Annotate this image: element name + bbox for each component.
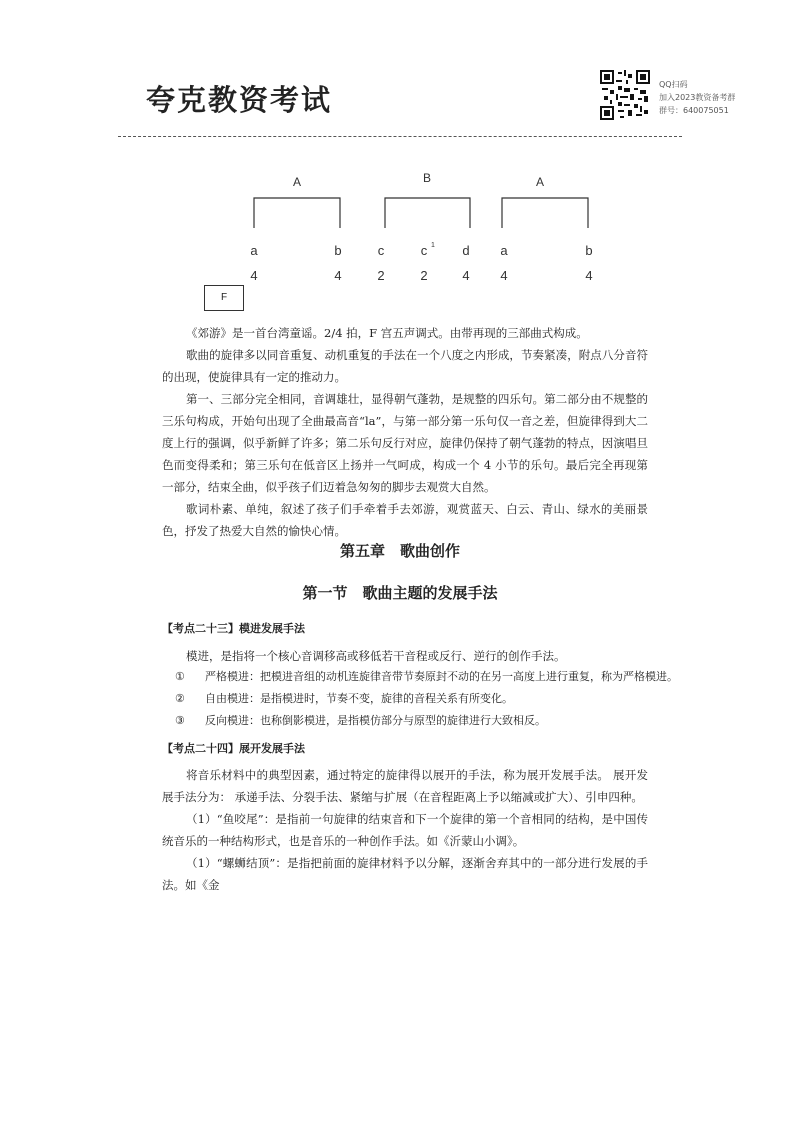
- analysis-paragraph: 歌曲的旋律多以同音重复、动机重复的手法在一个八度之内形成，节奏紧凑，附点八分音符的出现，使旋律具有一定的推动力。: [162, 348, 648, 384]
- list-item-text: 自由模进：是指模进时，节奏不变，旋律的音程关系有所变化。: [205, 692, 513, 705]
- keypoint-intro-text: 模进，是指将一个核心音调移高或移低若干音程或反行、逆行的创作手法。: [186, 649, 566, 663]
- key-box: F: [204, 285, 244, 311]
- list-item: [175, 710, 546, 732]
- phrase-label: c: [377, 243, 385, 258]
- song-form-diagram: [0, 160, 800, 320]
- keypoint-intro-text: 将音乐材料中的典型因素，通过特定的旋律得以展开的手法，称为展开发展手法。 展开发展手法分为： 承递手法、分裂手法、紧缩与扩展（在音程距离上予以缩减或扩大）、引申四种。: [162, 768, 648, 804]
- measure-count: 4: [462, 268, 470, 283]
- section-bracket-a2: [502, 198, 588, 228]
- measure-count: 4: [500, 268, 508, 283]
- analysis-text: [162, 322, 648, 542]
- section-bracket-a: [254, 198, 340, 228]
- phrase-label: a: [500, 243, 508, 258]
- qr-caption: [659, 78, 735, 117]
- phrase-prime-mark: 1: [431, 242, 435, 249]
- list-item: [175, 666, 678, 688]
- measure-count: 2: [377, 268, 385, 283]
- phrase-label: a: [250, 243, 258, 258]
- qr-caption-line: 加入2023教资备考群: [659, 93, 736, 102]
- section-label: A: [535, 175, 545, 189]
- list-item-number: ①: [175, 670, 185, 683]
- list-item-text: 严格模进：把模进音组的动机连旋律音带节奏原封不动的在另一高度上进行重复，称为严格模进。: [205, 670, 678, 683]
- keypoint-heading: 【考点二十三】模进发展手法: [162, 622, 305, 635]
- keypoint-intro: [162, 645, 648, 667]
- phrase-label: b: [334, 243, 342, 258]
- keypoint-heading: 【考点二十四】展开发展手法: [162, 742, 305, 755]
- measure-count: 4: [585, 268, 593, 283]
- section-bracket-b: [385, 198, 470, 228]
- keypoint-body: [162, 764, 648, 896]
- phrase-label: b: [585, 243, 593, 258]
- analysis-paragraph: 歌词朴素、单纯，叙述了孩子们手牵着手去郊游，观赏蓝天、白云、青山、绿水的美丽景色，抒发了热爱大自然的愉快心情。: [162, 502, 648, 538]
- analysis-paragraph: 《郊游》是一首台湾童谣。2/4 拍，F 宫五声调式。由带再现的三部曲式构成。: [186, 326, 588, 340]
- list-item-number: ③: [175, 714, 185, 727]
- qr-caption-line: QQ扫码: [659, 80, 688, 89]
- list-item: [175, 688, 513, 710]
- list-item-number: ②: [175, 692, 185, 705]
- measure-count: 4: [250, 268, 258, 283]
- chapter-title: 第五章 歌曲创作: [339, 542, 460, 560]
- section-label: B: [422, 171, 432, 185]
- qr-code-icon: [600, 70, 650, 120]
- header-divider: [118, 136, 682, 137]
- measure-count: 4: [334, 268, 342, 283]
- qr-caption-line: 群号：640075051: [659, 106, 729, 115]
- brand-title: 夸克教资考试: [146, 83, 333, 117]
- keypoint-paragraph: （1）“鱼咬尾”：是指前一句旋律的结束音和下一个旋律的第一个音相同的结构，是中国传统音乐的一种结构形式，也是音乐的一种创作手法。如《沂蒙山小调》。: [162, 812, 648, 848]
- keypoint-paragraph: （1）“螺蛳结顶”：是指把前面的旋律材料予以分解，逐渐舍弃其中的一部分进行发展的手法。如《金: [162, 856, 648, 892]
- section-title: 第一节 歌曲主题的发展手法: [302, 584, 498, 602]
- analysis-paragraph: 第一、三部分完全相同，音调雄壮，显得朝气蓬勃，是规整的四乐句。第二部分由不规整的三乐句构成，开始句出现了全曲最高音“la”，与第一部分第一乐句仅一音之差，但旋律得到大二度上行的强调，似乎新鲜了许多；第二乐句反行对应，旋律仍保持了朝气蓬勃的特点，因演唱旦色而变得柔和；第三乐句在低音区上扬并一气呵成，构成一个 4 小节的乐句。最后完全再现第一部分，结束全曲，似乎孩子们迈着急匆匆的脚步去观赏大自然。: [162, 392, 648, 494]
- phrase-label: c: [420, 243, 428, 258]
- list-item-text: 反向模进：也称倒影模进，是指模仿部分与原型的旋律进行大致相反。: [205, 714, 546, 727]
- measure-count: 2: [420, 268, 428, 283]
- section-label: A: [292, 175, 302, 189]
- phrase-label: d: [462, 243, 470, 258]
